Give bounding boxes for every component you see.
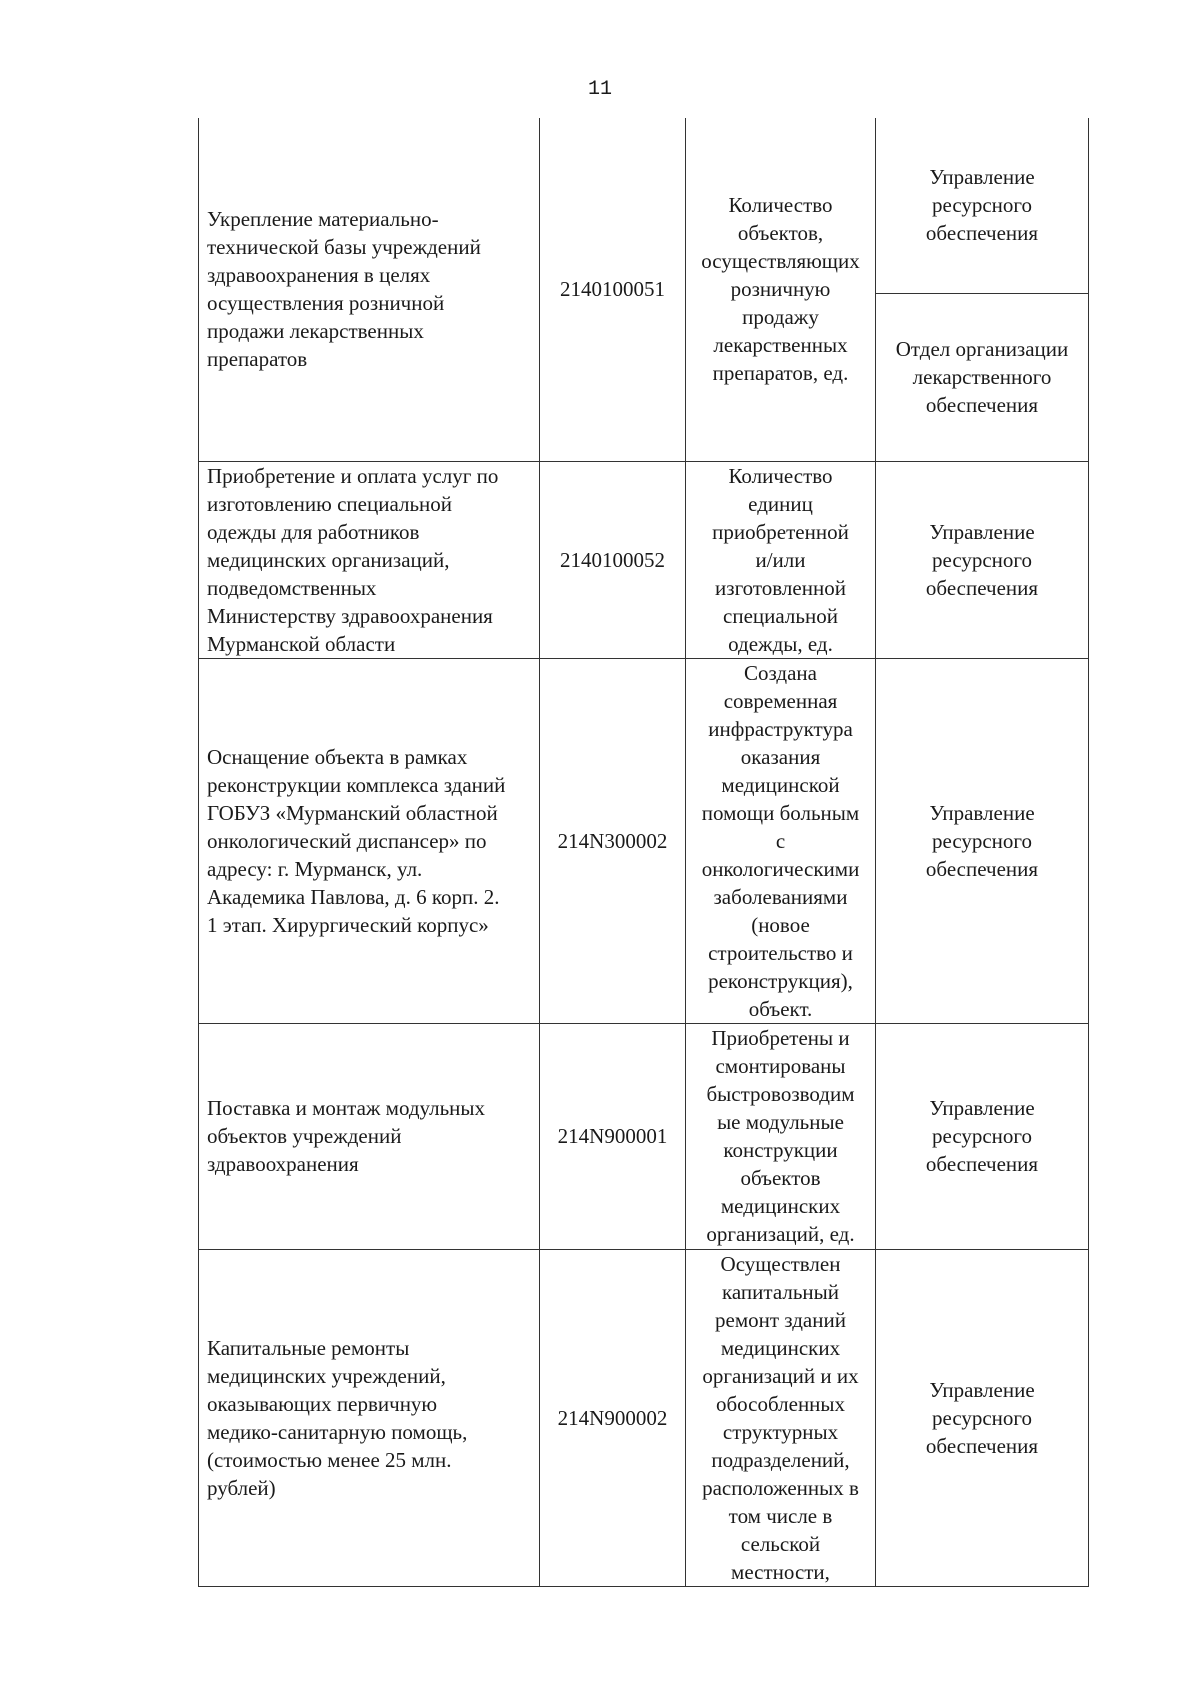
indicator-text: Количество объектов, осуществляющих розничную продажу лекарственных препаратов, ед. [701, 193, 860, 386]
measure-name-cell [199, 658, 540, 1023]
responsible-text: Управление ресурсного обеспечения [925, 800, 1039, 881]
responsible-text: Управление ресурсного обеспечения [925, 165, 1039, 246]
measure-code: 214N300002 [557, 828, 668, 853]
measure-name-cell [199, 1249, 540, 1586]
indicator-cell [686, 1023, 876, 1249]
indicator-cell [686, 461, 876, 658]
measure-code: 2140100051 [560, 277, 665, 302]
measure-code-cell [540, 658, 686, 1023]
measure-code-cell [540, 461, 686, 658]
responsible-text: Управление ресурсного обеспечения [925, 1096, 1039, 1176]
measure-code-cell [540, 1023, 686, 1249]
responsible-text: Управление ресурсного обеспечения [925, 1377, 1039, 1458]
table-row [199, 658, 1089, 1023]
measure-name-cell [199, 461, 540, 658]
indicator-text: Приобретены и смонтированы быстровозводим ые модульные конструкции объектов медицинских организаций, ед. [706, 1026, 855, 1246]
responsible-cell [876, 293, 1089, 461]
measure-name-cell [199, 1023, 540, 1249]
responsible-cell [876, 118, 1089, 293]
responsible-cell [876, 658, 1089, 1023]
measures-table [198, 118, 1089, 1587]
table-row [199, 1249, 1089, 1586]
measure-name: Укрепление материально- технической базы учреждений здравоохранения в целях осуществления розничной продажи лекарственных препаратов [207, 207, 481, 372]
responsible-text: Отдел организации лекарственного обеспечения [895, 337, 1069, 417]
measure-name-cell [199, 118, 540, 461]
indicator-cell [686, 118, 876, 461]
indicator-text: Количество единиц приобретенной и/или изготовленной специальной одежды, ед. [712, 463, 849, 656]
measure-code: 2140100052 [560, 547, 665, 572]
measure-name: Поставка и монтаж модульных объектов учреждений здравоохранения [207, 1096, 486, 1176]
responsible-cell [876, 1023, 1089, 1249]
measure-name: Оснащение объекта в рамках реконструкции комплекса зданий ГОБУЗ «Мурманский областной онкологический диспансер» по адресу: г. Мурманск, ул. Академика Павлова, д. 6 корп. 2. 1 этап. Хирургический корпус» [207, 744, 506, 937]
table-row [199, 118, 1089, 293]
responsible-cell [876, 461, 1089, 658]
measure-code: 214N900001 [557, 1124, 668, 1148]
indicator-text: Осуществлен капитальный ремонт зданий медицинских организаций и их обособленных структурных подразделений, расположенных в том числе в сельской местности, [702, 1251, 859, 1584]
measure-name: Приобретение и оплата услуг по изготовлению специальной одежды для работников медицинских организаций, подведомственных Министерству здравоохранения Мурманской области [207, 463, 499, 656]
measure-code: 214N900002 [557, 1405, 668, 1430]
indicator-cell [686, 1249, 876, 1586]
page-number: 11 [587, 78, 612, 101]
responsible-cell [876, 1249, 1089, 1586]
measure-code-cell [540, 118, 686, 461]
table-row [199, 1023, 1089, 1249]
table-row [199, 461, 1089, 658]
responsible-text: Управление ресурсного обеспечения [925, 519, 1039, 600]
measure-code-cell [540, 1249, 686, 1586]
indicator-cell [686, 658, 876, 1023]
measure-name: Капитальные ремонты медицинских учреждений, оказывающих первичную медико-санитарную помощь, (стоимостью менее 25 млн. рублей) [207, 1335, 468, 1500]
indicator-text: Создана современная инфраструктура оказания медицинской помощи больным с онкологическими заболеваниями (новое строительство и реконструкция), объект. [701, 660, 860, 1021]
